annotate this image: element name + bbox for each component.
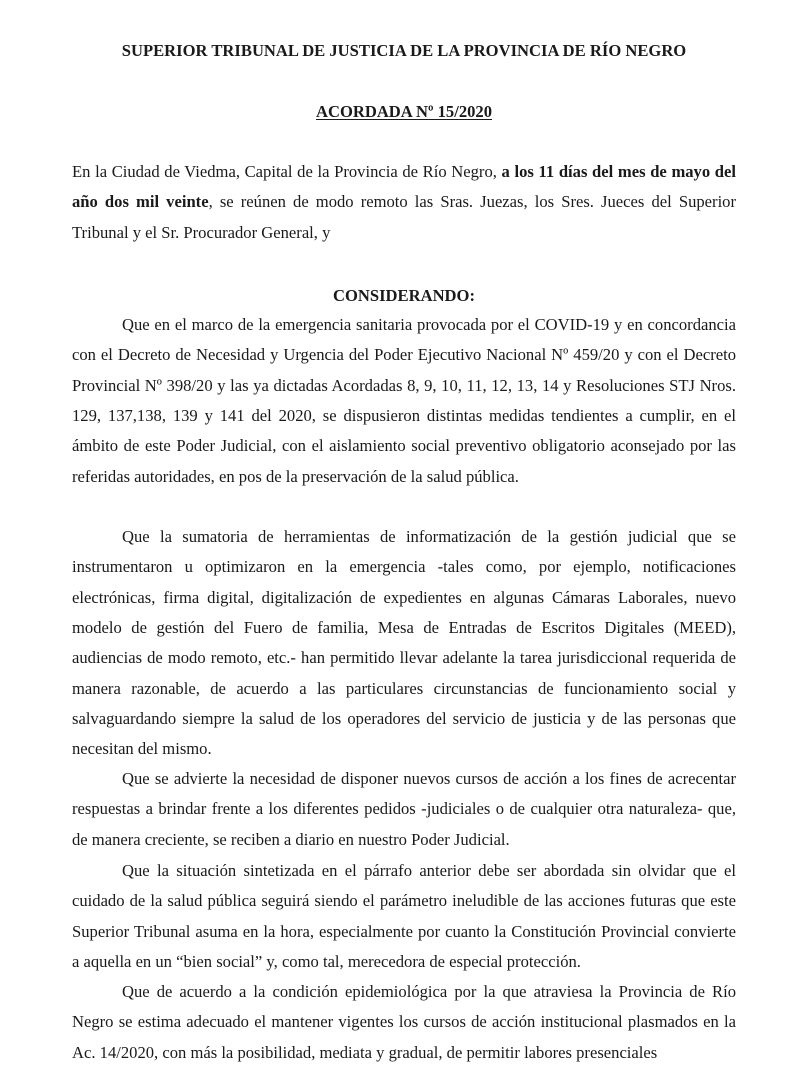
considerando-paragraph-1: Que en el marco de la emergencia sanitaria provocada por el COVID-19 y en concordancia con el Decreto de Necesidad y Urgencia del Poder Ejecutivo Nacional Nº 459/20 y con el Decreto Provincial Nº 398/20 y las ya dictadas Acordadas 8, 9, 10, 11, 12, 13, 14 y Resoluciones STJ Nros. 129, 137,138, 139 y 141 del 2020, se dispusieron distintas medidas tendientes a cumplir, en el ámbito de este Poder Judicial, con el aislamiento social preventivo obligatorio aconsejado por las referidas autoridades, en pos de la preservación de la salud pública. — [72, 315, 736, 486]
considerando-paragraph-4: Que la situación sintetizada en el párrafo anterior debe ser abordada sin olvidar que el cuidado de la salud pública seguirá siendo el parámetro ineludible de las acciones futuras que este Superior Tribunal asuma en la hora, especialmente por cuanto la Constitución Provincial convierte a aquella en un “bien social” y, como tal, merecedora de especial protección. — [72, 861, 736, 972]
intro-text-after: , se reúnen de modo remoto las Sras. Juezas, los Sres. Jueces del Superior Tribunal y el Sr. Procurador General, y — [72, 192, 736, 242]
acordada-title: ACORDADA Nº 15/2020 — [315, 102, 493, 121]
intro-text-before: En la Ciudad de Viedma, Capital de la Provincia de Río Negro, — [72, 162, 502, 181]
considerando-paragraph-2: Que la sumatoria de herramientas de informatización de la gestión judicial que se instrumentaron u optimizaron en la emergencia -tales como, por ejemplo, notificaciones electrónicas, firma digital, digitalización de expedientes en algunas Cámaras Laborales, nuevo modelo de gestión del Fuero de familia, Mesa de Entradas de Escritos Digitales (MEED), audiencias de modo remoto, etc.- han permitido llevar adelante la tarea jurisdiccional requerida de manera razonable, de acuerdo a las particulares circunstancias de funcionamiento social y salvaguardando siempre la salud de los operadores del servicio de justicia y de las personas que necesitan del mismo. — [72, 527, 736, 759]
intro-date-bold: a los 11 días del mes de mayo del año dos mil veinte — [72, 162, 737, 212]
considerando-paragraph-5: Que de acuerdo a la condición epidemiológica por la que atraviesa la Provincia de Río Negro se estima adecuado el mantener vigentes los cursos de acción institucional plasmados en la Ac. 14/2020, con más la posibilidad, mediata y gradual, de permitir labores presenciales — [72, 982, 736, 1062]
intro-paragraph — [72, 157, 736, 248]
considerando-paragraph-3: Que se advierte la necesidad de disponer nuevos cursos de acción a los fines de acrecentar respuestas a brindar frente a los diferentes pedidos -judiciales o de cualquier otra naturaleza- que, de manera creciente, se reciben a diario en nuestro Poder Judicial. — [72, 769, 736, 849]
court-title: SUPERIOR TRIBUNAL DE JUSTICIA DE LA PROVINCIA DE RÍO NEGRO — [121, 41, 687, 60]
considerando-title: CONSIDERANDO: — [333, 286, 475, 305]
